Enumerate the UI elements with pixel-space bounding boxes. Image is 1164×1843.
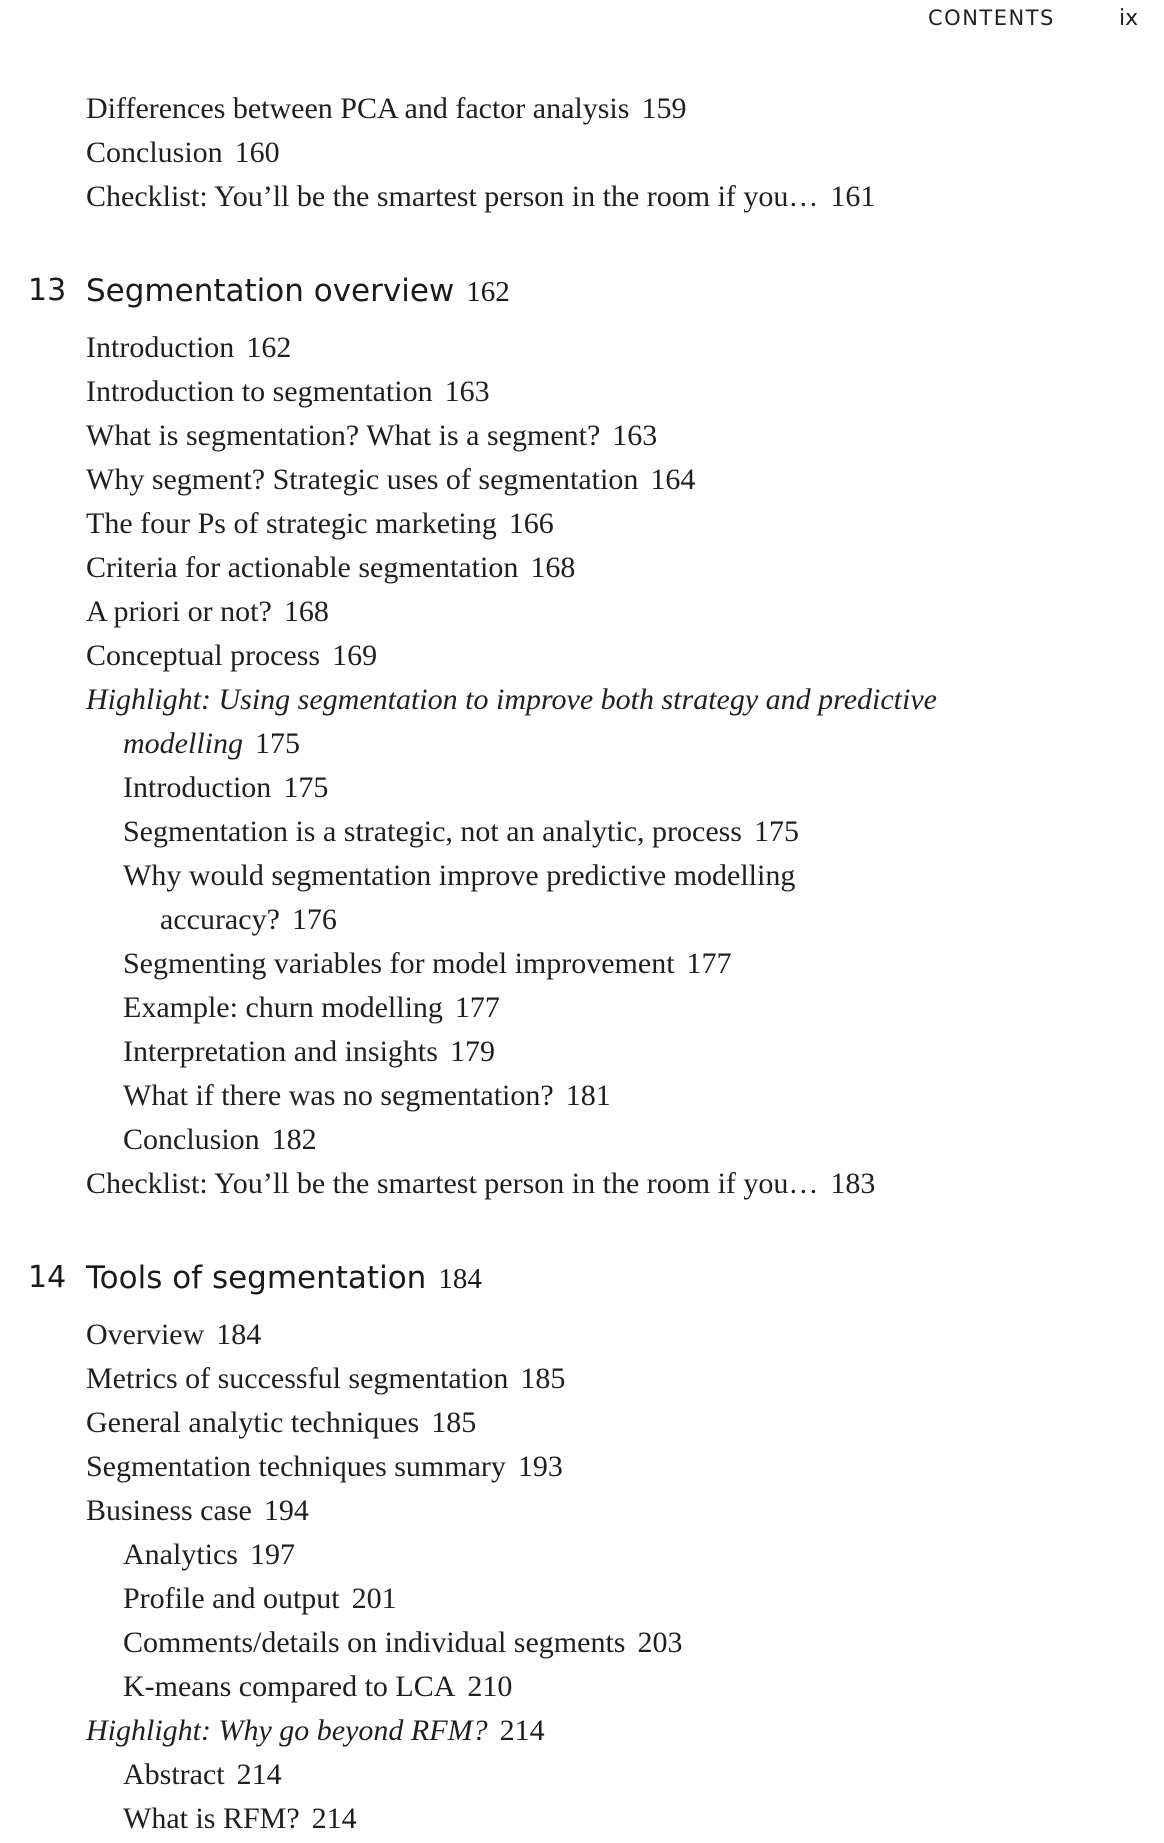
toc-entry: Criteria for actionable segmentation 168: [86, 551, 576, 584]
toc-page-number: 160: [234, 136, 280, 169]
toc-subentry: Conclusion 182: [123, 1123, 317, 1156]
toc-page-number: 177: [686, 947, 732, 980]
toc-entry: Checklist: You’ll be the smartest person in the room if you… 161: [86, 180, 876, 213]
toc-subentry: Segmenting variables for model improvement 177: [123, 947, 732, 980]
page-number: ix: [1119, 6, 1139, 31]
toc-subentry: What is RFM? 214: [123, 1802, 357, 1835]
toc-entry: Introduction to segmentation 163: [86, 375, 490, 408]
toc-page-number: 185: [431, 1406, 477, 1439]
toc-page-number: 197: [249, 1538, 295, 1571]
toc-page-number: 175: [283, 771, 329, 804]
toc-highlight-entry: Highlight: Using segmentation to improve both strategy and predictive: [86, 683, 937, 716]
toc-page-number: 177: [454, 991, 500, 1024]
toc-subentry: Introduction 175: [123, 771, 329, 804]
toc-page-number: 214: [311, 1802, 357, 1835]
toc-page-number: 161: [830, 180, 876, 213]
toc-subentry: Profile and output 201: [123, 1582, 397, 1615]
toc-page-number: 175: [255, 727, 300, 760]
toc-page-number: 184: [216, 1318, 262, 1351]
toc-subentry: Example: churn modelling 177: [123, 991, 500, 1024]
toc-page-number: 164: [650, 463, 696, 496]
toc-page-number: 214: [499, 1714, 545, 1747]
toc-subentry: Why would segmentation improve predictive modelling: [123, 859, 796, 892]
chapter-number: 14: [28, 1260, 67, 1295]
toc-page-number: 203: [637, 1626, 683, 1659]
toc-highlight-entry-continuation: modelling 175: [123, 727, 300, 760]
toc-page-number: 169: [332, 639, 378, 672]
toc-page-number: 166: [508, 507, 554, 540]
toc-page-number: 194: [263, 1494, 309, 1527]
page-header: [0, 6, 1164, 34]
toc-entry: Segmentation techniques summary 193: [86, 1450, 563, 1483]
toc-page-number: 214: [236, 1758, 282, 1791]
toc-page-number: 210: [467, 1670, 513, 1703]
chapter-title: Tools of segmentation 184: [86, 1260, 482, 1296]
toc-entry: What is segmentation? What is a segment? 163: [86, 419, 658, 452]
toc-subentry: Abstract 214: [123, 1758, 282, 1791]
toc-entry: Business case 194: [86, 1494, 309, 1527]
toc-entry: Why segment? Strategic uses of segmentation 164: [86, 463, 696, 496]
toc-page-number: 183: [830, 1167, 876, 1200]
toc-highlight-entry: Highlight: Why go beyond RFM? 214: [86, 1714, 545, 1747]
toc-subentry: Interpretation and insights 179: [123, 1035, 495, 1068]
toc-page-number: 193: [517, 1450, 563, 1483]
toc-entry: Overview 184: [86, 1318, 262, 1351]
toc-page-number: 182: [271, 1123, 317, 1156]
chapter-title: Segmentation overview 162: [86, 273, 510, 309]
chapter-page-number: 162: [466, 276, 510, 308]
toc-page-number: 168: [283, 595, 329, 628]
toc-entry: A priori or not? 168: [86, 595, 329, 628]
toc-entry: Differences between PCA and factor analysis 159: [86, 92, 687, 125]
toc-entry: Checklist: You’ll be the smartest person in the room if you… 183: [86, 1167, 876, 1200]
toc-subentry: Analytics 197: [123, 1538, 295, 1571]
chapter-page-number: 184: [438, 1263, 482, 1295]
toc-page-number: 201: [351, 1582, 397, 1615]
toc-page-number: 175: [753, 815, 799, 848]
toc-page-number: 159: [641, 92, 687, 125]
toc-subentry: Segmentation is a strategic, not an analytic, process 175: [123, 815, 799, 848]
toc-page-number: 181: [565, 1079, 611, 1112]
toc-entry: Metrics of successful segmentation 185: [86, 1362, 566, 1395]
toc-subentry: K-means compared to LCA 210: [123, 1670, 513, 1703]
toc-page-number: 162: [246, 331, 292, 364]
running-head: CONTENTS: [928, 6, 1055, 30]
toc-entry: The four Ps of strategic marketing 166: [86, 507, 554, 540]
toc-page-number: 168: [530, 551, 576, 584]
toc-entry: Conclusion 160: [86, 136, 280, 169]
toc-page-number: 163: [612, 419, 658, 452]
toc-subentry-continuation: accuracy? 176: [160, 903, 337, 936]
toc-entry: Conceptual process 169: [86, 639, 378, 672]
toc-page-number: 176: [291, 903, 337, 936]
toc-page-number: 179: [449, 1035, 495, 1068]
toc-subentry: Comments/details on individual segments 203: [123, 1626, 683, 1659]
toc-page-number: 185: [520, 1362, 566, 1395]
toc-subentry: What if there was no segmentation? 181: [123, 1079, 611, 1112]
toc-entry: General analytic techniques 185: [86, 1406, 477, 1439]
toc-page-number: 163: [444, 375, 490, 408]
chapter-number: 13: [28, 273, 67, 308]
toc-entry: Introduction 162: [86, 331, 292, 364]
